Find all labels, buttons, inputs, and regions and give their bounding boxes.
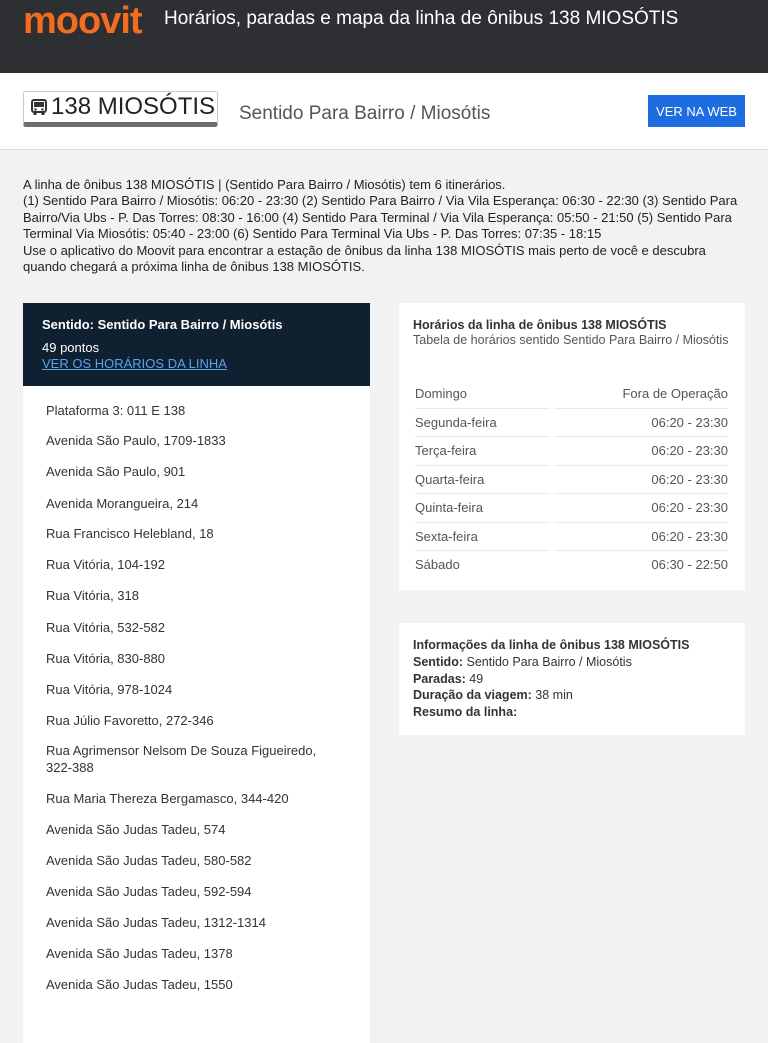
schedule-day: Domingo xyxy=(415,380,550,409)
schedule-time: Fora de Operação xyxy=(554,380,728,409)
stop-item[interactable]: Avenida São Judas Tadeu, 580-582 xyxy=(46,853,252,868)
stop-item[interactable]: Rua Vitória, 104-192 xyxy=(46,557,166,572)
stop-item[interactable]: Rua Vitória, 532-582 xyxy=(46,620,166,635)
info-summary-label: Resumo da linha: xyxy=(413,704,518,719)
stop-item[interactable]: Avenida São Paulo, 1709-1833 xyxy=(46,433,226,448)
info-duration xyxy=(413,687,731,704)
schedule-time: 06:20 - 23:30 xyxy=(554,523,728,552)
stop-item[interactable]: Rua Vitória, 318 xyxy=(46,588,139,603)
stop-item[interactable]: Avenida Morangueira, 214 xyxy=(46,496,199,511)
stops-card-header xyxy=(23,303,370,386)
stops-card xyxy=(23,303,370,1043)
stop-item[interactable]: Rua Agrimensor Nelsom De Souza Figueiredo, 322-388 xyxy=(46,743,317,775)
page-title: Horários, paradas e mapa da linha de ônibus 138 MIOSÓTIS xyxy=(164,8,679,29)
stop-item[interactable]: Rua Maria Thereza Bergamasco, 344-420 xyxy=(46,791,289,806)
route-badge xyxy=(23,91,218,127)
info-stops-label: Paradas: xyxy=(413,671,466,686)
moovit-logo[interactable]: moovit xyxy=(23,0,142,42)
schedule-card xyxy=(399,303,745,590)
info-duration-value: 38 min xyxy=(535,688,573,702)
schedule-title: Horários da linha de ônibus 138 MIOSÓTIS xyxy=(413,318,667,332)
route-direction: Sentido Para Bairro / Miosótis xyxy=(239,103,491,124)
stop-item[interactable]: Avenida São Judas Tadeu, 574 xyxy=(46,822,226,837)
stop-item[interactable]: Avenida São Judas Tadeu, 1312-1314 xyxy=(46,915,266,930)
schedule-day: Quarta-feira xyxy=(415,466,550,495)
info-stops xyxy=(413,671,731,688)
stop-item[interactable]: Rua Vitória, 830-880 xyxy=(46,651,166,666)
view-on-web-button[interactable]: VER NA WEB xyxy=(648,95,745,127)
schedule-time: 06:30 - 22:50 xyxy=(651,557,728,573)
schedule-time: 06:20 - 23:30 xyxy=(554,409,728,438)
schedule-day: Quinta-feira xyxy=(415,494,550,523)
stop-item[interactable]: Avenida São Judas Tadeu, 592-594 xyxy=(46,884,252,899)
intro-text xyxy=(23,177,748,275)
intro-app-promo: Use o aplicativo do Moovit para encontrar a estação de ônibus da linha 138 MIOSÓTIS mais perto de você e descubra quando chegará a próxima linha de ônibus 138 MIOSÓTIS. xyxy=(23,242,706,275)
line-info-card xyxy=(399,623,745,735)
stop-item[interactable]: Avenida São Judas Tadeu, 1378 xyxy=(46,946,233,961)
intro-itineraries: (1) Sentido Para Bairro / Miosótis: 06:20 - 23:30 (2) Sentido Para Bairro / Via Vila Esperança: 06:30 - 22:30 (3) Sentido Para Bairro/Via Ubs - P. Das Torres: 08:30 - 16:00 (4) Sentido Para Terminal / Via Vila Esperança: 05:50 - 21:50 (5) Sentido Para Terminal Via Miosótis: 05:40 - 23:00 (6) Sentido Para Terminal Via Ubs - P. Das Torres: 07:35 - 18:15 xyxy=(23,193,738,242)
table-row xyxy=(415,523,728,552)
stops-count: 49 pontos xyxy=(42,340,100,355)
table-row xyxy=(415,466,728,495)
info-stops-value: 49 xyxy=(469,671,484,686)
schedule-table xyxy=(415,380,728,579)
route-name: 138 MIOSÓTIS xyxy=(51,93,216,120)
bus-icon xyxy=(30,98,48,116)
schedule-subtitle: Tabela de horários sentido Sentido Para Bairro / Miosótis xyxy=(413,333,729,347)
info-direction xyxy=(413,654,731,671)
intro-summary: A linha de ônibus 138 MIOSÓTIS | (Sentido Para Bairro / Miosótis) tem 6 itinerários. xyxy=(23,177,506,192)
table-row xyxy=(415,380,728,409)
stop-item[interactable]: Avenida São Judas Tadeu, 1550 xyxy=(46,977,233,992)
schedule-day: Sábado xyxy=(415,557,460,573)
route-header xyxy=(0,73,768,150)
schedule-time: 06:20 - 23:30 xyxy=(554,437,728,466)
schedule-day: Terça-feira xyxy=(415,437,550,466)
table-row xyxy=(415,409,728,438)
stop-item[interactable]: Rua Vitória, 978-1024 xyxy=(46,682,173,697)
table-row xyxy=(415,494,728,523)
table-row xyxy=(415,437,728,466)
schedule-day: Segunda-feira xyxy=(415,409,550,438)
line-info-title: Informações da linha de ônibus 138 MIOSÓTIS xyxy=(413,638,690,652)
stop-item[interactable]: Avenida São Paulo, 901 xyxy=(46,464,186,479)
info-summary xyxy=(413,704,731,721)
schedule-time: 06:20 - 23:30 xyxy=(554,494,728,523)
schedule-time: 06:20 - 23:30 xyxy=(554,466,728,495)
top-bar xyxy=(0,0,768,73)
table-row xyxy=(415,551,728,579)
stop-item[interactable]: Rua Francisco Helebland, 18 xyxy=(46,526,214,541)
schedule-day: Sexta-feira xyxy=(415,523,550,552)
stops-direction: Sentido: Sentido Para Bairro / Miosótis xyxy=(42,317,283,332)
view-schedule-link[interactable]: VER OS HORÁRIOS DA LINHA xyxy=(42,356,227,371)
info-direction-label: Sentido: xyxy=(413,655,463,669)
info-duration-label: Duração da viagem: xyxy=(413,688,532,702)
stop-item[interactable]: Plataforma 3: 011 E 138 xyxy=(46,403,186,418)
info-direction-value: Sentido Para Bairro / Miosótis xyxy=(466,655,632,669)
stop-item[interactable]: Rua Júlio Favoretto, 272-346 xyxy=(46,713,214,728)
